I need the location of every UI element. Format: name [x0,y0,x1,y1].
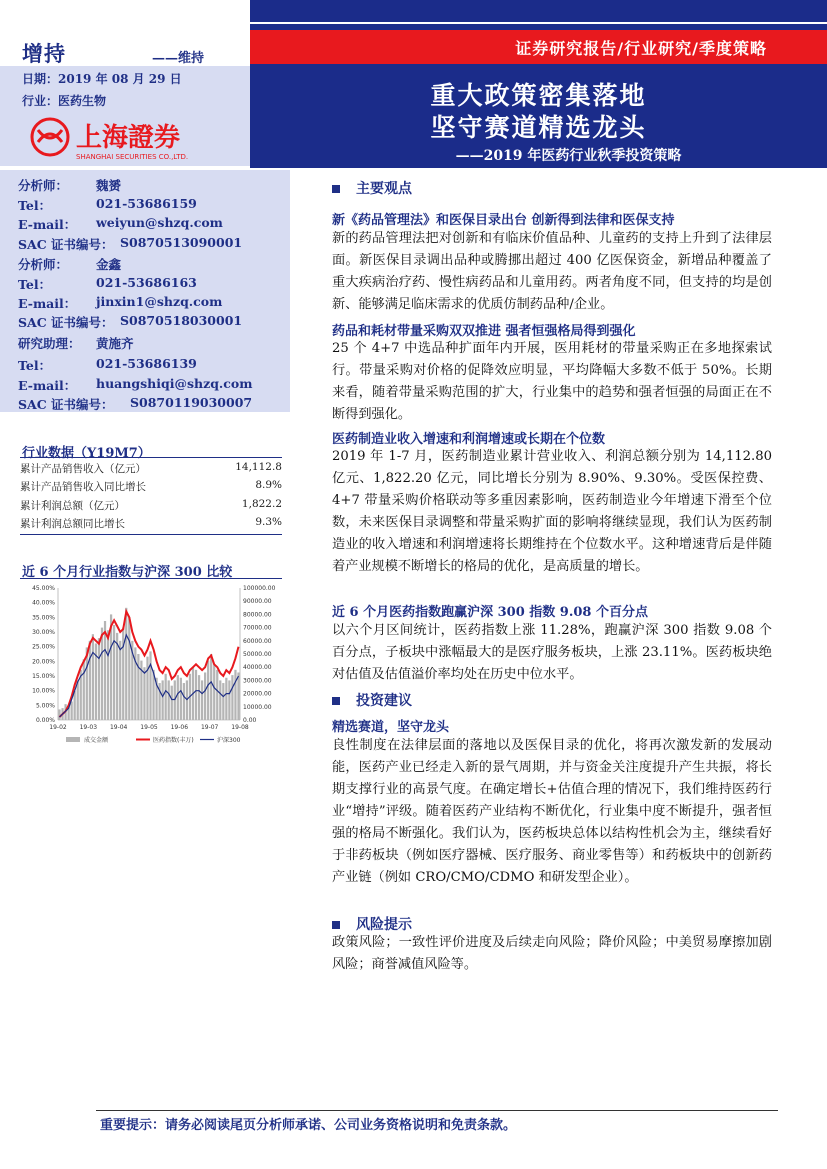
report-subtitle: ——2019 年医药行业秋季投资策略 [455,148,682,164]
y-right-tick-label: 70000.00 [243,624,272,632]
email-label: E-mail： [18,378,77,393]
legend-pharma-label: 医药指数(丰万) [153,737,194,744]
volume-bar [128,617,130,720]
analyst-name: 魏赟 [96,178,122,193]
volume-bar [71,702,73,720]
point-text: 新的药品管理法把对创新和有临床价值品种、儿童药的支持上升到了法律层面。新医保目录调出品种或腾挪出超过 400 亿医保资金，新增品种覆盖了重大疾病治疗药、慢性病药品和儿童用药。两者角度不同，但支持的均是创新、能够满足临床需求的优质仿制药品种/企业。 [332,231,772,312]
assistant-name: 黄施齐 [96,336,134,351]
industry-row-label: 累计产品销售收入（亿元） [20,463,146,475]
y-right-tick-label: 30000.00 [243,677,272,685]
industry-row [20,498,282,513]
y-right-tick-label: 80000.00 [243,611,272,619]
x-tick-label: 19-07 [200,724,219,731]
tel-label: Tel： [18,358,52,373]
divider [20,534,282,535]
email-value[interactable]: weiyun@shzq.com [96,215,223,230]
volume-bar [113,625,115,720]
volume-bar [201,680,203,720]
analyst-label: 分析师： [18,257,69,272]
volume-bar [204,672,206,720]
section-heading-main-view [332,178,412,198]
point-title: 药品和耗材带量采购双双推进 强者恒强格局得到强化 [332,324,636,339]
y-right-tick-label: 50000.00 [243,651,272,658]
industry-data-title: 行业数据（Y19M7） [22,446,151,461]
sac-label: SAC 证书编号： [18,397,114,412]
point-title: 精选赛道，坚守龙头 [332,720,450,735]
y-left-tick-label: 15.00% [32,673,55,680]
volume-bar [74,691,76,720]
y-left-tick-label: 10.00% [32,687,55,695]
industry-row-value: 8.9% [255,479,282,491]
volume-bar [58,709,60,720]
legend-hs300-label: 沪深300 [217,737,241,744]
volume-bar [125,608,127,720]
volume-bar [149,651,151,720]
analyst-panel [0,170,290,412]
analyst-label: 分析师： [18,178,69,193]
volume-bar [104,621,106,720]
volume-bar [101,628,103,720]
rating-maintain: ——维持 [152,51,205,66]
volume-bar [213,665,215,720]
sac-value: S0870513090001 [120,235,243,250]
rating-label: 增持 [22,41,66,66]
volume-bar [207,661,209,720]
logo-en-text: SHANGHAI SECURITIES CO.,LTD. [76,153,189,161]
report-title-line2: 坚守赛道精选龙头 [430,113,647,142]
y-left-tick-label: 0.00% [35,717,55,724]
point-text: 以六个月区间统计，医药指数上涨 11.28%，跑赢沪深 300 指数 9.08 个百分点，子板块中涨幅最大的是医疗服务板块，上涨 23.11%。医药板块绝对估值及估值溢价率均处在历史中位水平。 [332,623,772,682]
risk-text: 政策风险；一致性评价进度及后续走向风险；降价风险；中美贸易摩擦加剧风险；商誉减值风险等。 [332,935,772,972]
square-bullet-icon [332,185,340,193]
logo-mark-icon [28,116,248,162]
volume-bar [98,638,100,720]
volume-bar [198,675,200,720]
industry-row-label: 累计产品销售收入同比增长 [20,481,146,493]
industry-row-value: 1,822.2 [241,498,282,510]
report-title-line1: 重大政策密集落地 [430,81,647,110]
volume-bar [231,675,233,720]
volume-bar [177,675,179,720]
y-right-tick-label: 100000.00 [243,585,276,592]
report-industry: 行业：医药生物 [22,94,107,108]
volume-bar [228,680,230,720]
industry-row-label: 累计利润总额（亿元） [20,500,125,512]
volume-bar [216,670,218,720]
point-text: 良性制度在法律层面的落地以及医保目录的优化，将再次激发新的发展动能，医药产业已经走入新的景气周期，并与资金关注度提升产生共振，将长期支撑行业的高景气度。在确定增长+估值合理的情况下，我们维持医药行业“增持”评级。随着医药产业结构不断优化，行业集中度不断提升，强者恒强的格局不断强化。我们认为，医药板块总体以结构性机会为主，继续看好于非药板块（例如医疗器械、医疗服务、商业零售等）和药板块中的创新药产业链（例如 CRO/CMO/CDMO 和研发型企业）。 [332,738,772,885]
volume-bar [77,680,79,720]
footer-disclaimer: 重要提示：请务必阅读尾页分析师承诺、公司业务资格说明和免责条款。 [100,1118,517,1133]
y-right-tick-label: 20000.00 [243,690,272,698]
y-left-tick-label: 5.00% [35,702,55,710]
point-text: 2019 年 1-7 月，医药制造业累计营业收入、利润总额分别为 14,112.80 亿元、1,822.20 亿元，同比增长分别为 8.90%、9.30%。受医保控费、4+7 带量采购价格联动等多重因素影响，医药制造业今年增速下滑至个位数，未来医保目录调整和带量采购扩面的影响将继续显现，我们认为医药制造业的收入增速和利润增速将长期维持在个位数水平。这种增速背后是伴随着产业规模不断增长的格局的优化，是高质量的增长。 [332,449,772,574]
y-right-tick-label: 10000.00 [243,703,272,711]
industry-row [20,479,282,494]
sac-value: S0870119030007 [130,395,253,410]
logo-cn-text: 上海證券 [76,123,181,153]
divider [20,578,282,579]
chart-title: 近 6 个月行业指数与沪深 300 比较 [22,565,233,580]
legend-volume-label: 成交金额 [84,737,109,744]
section-heading-text: 投资建议 [356,693,412,709]
volume-bar [107,630,109,720]
volume-bar [165,674,167,720]
volume-bar [174,680,176,720]
email-value[interactable]: huangshiqi@shzq.com [96,376,253,391]
volume-bar [171,686,173,720]
email-label: E-mail： [18,296,77,311]
tel-value: 021-53686139 [96,356,197,371]
point-title: 新《药品管理法》和医保目录出台 创新得到法律和医保支持 [332,213,675,228]
sac-value: S0870518030001 [120,313,243,328]
y-left-tick-label: 20.00% [32,658,55,666]
y-right-tick-label: 60000.00 [243,637,272,645]
tel-label: Tel： [18,198,52,213]
report-date: 日期：2019 年 08 月 29 日 [22,72,182,86]
divider [20,457,282,458]
footer-divider [96,1110,778,1111]
chart-svg [18,580,288,750]
volume-bar [89,641,91,720]
analyst-name: 金鑫 [96,257,122,272]
volume-bar [195,670,197,720]
y-left-tick-label: 40.00% [32,599,55,607]
y-left-tick-label: 30.00% [32,629,55,636]
assistant-label: 研究助理： [18,336,81,351]
legend-volume-swatch [66,737,80,742]
sac-label: SAC 证书编号： [18,237,114,252]
volume-bar [162,680,164,720]
point-title: 医药制造业收入增速和利润增速或长期在个位数 [332,432,606,447]
volume-bar [222,683,224,720]
industry-row-label: 累计利润总额同比增长 [20,518,125,530]
volume-bar [225,678,227,720]
x-tick-label: 19-03 [79,724,98,731]
email-value[interactable]: jinxin1@shzq.com [96,294,223,309]
volume-bar [143,667,145,720]
x-tick-label: 19-06 [170,724,189,731]
section-heading-text: 主要观点 [356,181,412,197]
section-heading-investment [332,690,412,710]
y-left-tick-label: 35.00% [32,614,55,622]
email-label: E-mail： [18,217,77,232]
tel-label: Tel： [18,277,52,292]
x-tick-label: 19-05 [140,724,158,731]
report-type: 证券研究报告/行业研究/季度策略 [515,39,767,58]
y-right-tick-label: 90000.00 [243,598,272,606]
industry-row [20,516,282,531]
x-tick-label: 19-08 [231,724,249,731]
volume-bar [146,657,148,720]
y-left-tick-label: 45.00% [32,585,55,592]
volume-bar [183,683,185,720]
x-tick-label: 19-02 [49,724,67,731]
volume-bar [92,634,94,720]
y-left-tick-label: 25.00% [32,643,55,651]
industry-row [20,461,282,476]
tel-value: 021-53686163 [96,275,197,290]
point-title: 近 6 个月医药指数跑赢沪深 300 指数 9.08 个百分点 [332,605,648,620]
volume-bar [168,680,170,720]
square-bullet-icon [332,921,340,929]
square-bullet-icon [332,697,340,705]
sac-label: SAC 证书编号： [18,315,114,330]
section-heading-text: 风险提示 [356,917,412,933]
point-text: 25 个 4+7 中选品种扩面年内开展，医用耗材的带量采购正在多地探索试行。带量采购对价格的促降效应明显，平均降幅大多数不低于 50%。长期来看，随着带量采购范围的扩大，行业集中的趋势和强者恒强的局面正在不断得到强化。 [332,341,772,422]
tel-value: 021-53686159 [96,196,197,211]
index-comparison-chart [18,580,288,750]
industry-row-value: 9.3% [255,516,282,528]
volume-bar [234,670,236,720]
volume-bar [83,659,85,720]
volume-bar [210,654,212,720]
volume-bar [237,672,239,720]
volume-bar [219,680,221,720]
company-logo [28,116,248,162]
volume-bar [119,641,121,720]
volume-bar [137,654,139,720]
volume-bar [180,678,182,720]
industry-row-value: 14,112.8 [235,461,282,473]
section-heading-risk [332,914,412,934]
y-right-tick-label: 40000.00 [243,664,272,672]
banner-top-strip [250,0,827,24]
x-tick-label: 19-04 [109,724,128,731]
y-right-tick-label: 0.00 [243,717,257,724]
